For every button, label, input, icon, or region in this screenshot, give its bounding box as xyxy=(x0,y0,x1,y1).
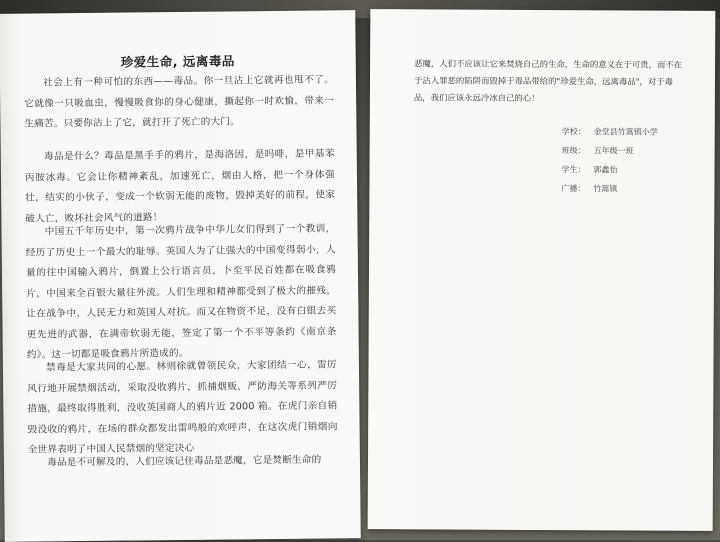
signature-label: 广播： xyxy=(561,184,586,194)
essay-page-right xyxy=(368,9,716,531)
paragraph-2: 毒品是什么？毒品是黑手手的鸦片，是海洛因，是吗啡，是甲基苯丙胺冰毒。它会让你精神紊乱，加速死亡，烟由人格，把一个身体强壮，结实的小伙子，变成一个软弱无能的废物，毁掉美好的前程，使家破人亡，败坏社会风气的道路！ xyxy=(24,148,336,225)
signature-school xyxy=(562,122,658,142)
signature-value: 竹篙镇 xyxy=(593,184,618,194)
closing-paragraph: 恶魔，人们不应该让它来焚烧自己的生命，生命的意义在于可贵，而不在于沾入罪恶的陷阱而毁掉于毒品带给的"珍爱生命，远离毒品"，对于毒品，我们应该永远冷冰自己的心！ xyxy=(413,58,683,103)
signature-label: 学校： xyxy=(561,127,586,137)
signature-student xyxy=(561,160,657,180)
author-signature-block xyxy=(561,122,657,199)
paragraph-1: 社会上有一种可怕的东西——毒品。你一旦沾上它就再也甩不了。它就像一只吸血虫，慢慢吸食你的身心健康，撕起你一时欢愉，带来一生痛苦。只要你沾上了它，就打开了死亡的大门。 xyxy=(24,74,335,130)
paragraph-5: 毒品是不可解及的，人们应该记住毒品是恶魔，它是焚断生命的 xyxy=(47,454,322,469)
signature-broadcast xyxy=(561,179,657,199)
paragraph-3: 中国五千年历史中，第一次鸦片战争中华儿女们得到了一个教训，经历了历史上一个最大的耻辱。英国人为了让强大的中国变得弱小，人量的往中国输入鸦片，倒置上公行语言员，卜至平民百姓都在吸食鸦片，中国来全百银大量往外流。人们生理和精神都受到了极大的摧残，让在战争中，人民无力和英国人对抗。而又在物资不足，没有白银去买更先进的武器，在满帝软弱无能，签定了第一个不平等条约《南京条约》。这一切都是吸食鸦片所造成的。 xyxy=(25,223,337,361)
signature-label: 学生： xyxy=(561,165,586,175)
essay-title: 珍爱生命, 远离毒品 xyxy=(120,53,235,70)
paragraph-4: 禁毒是大家共同的心愿。林则徐就曾领民众，大家团结一心，雷厉风行地开展禁烟活动，采取没收鸦片，抓捕烟贩，严防海关等系列严厉措施，最终取得胜利，没收英国商人的鸦片近 2000 箱。在虎门亲自销毁没收的鸦片，在场的群众都发出雷鸣般的欢呼声，在这次虎门销烟向全世界表明了中国人民禁烟的坚定决心 xyxy=(27,359,338,456)
essay-page-left xyxy=(0,10,361,542)
signature-value: 五年级一班 xyxy=(593,146,634,156)
signature-class xyxy=(562,141,658,161)
signature-value: 郭鑫怡 xyxy=(593,165,618,175)
signature-value: 金堂县竹篙镇小学 xyxy=(593,127,658,137)
signature-label: 班级： xyxy=(561,146,586,156)
